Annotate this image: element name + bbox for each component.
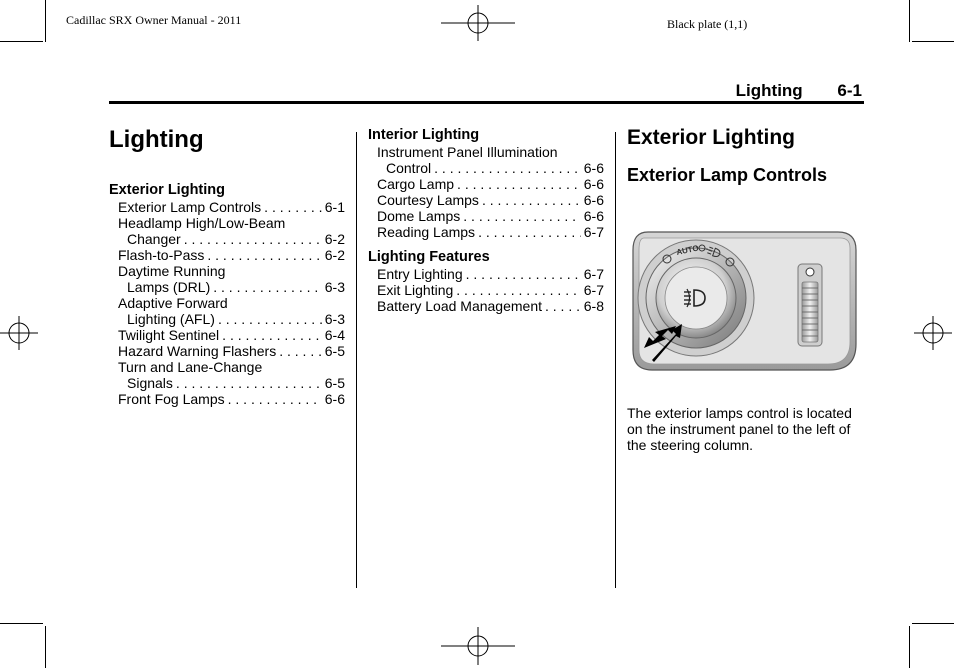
registration-target-icon: [441, 5, 515, 41]
toc-leader-dots: [207, 247, 321, 263]
toc-entry-page: 6-6: [583, 160, 604, 176]
toc-list-features: [377, 266, 604, 314]
toc-entry[interactable]: [377, 208, 604, 224]
toc-entry-title: Dome Lamps: [377, 208, 461, 224]
section-body: The exterior lamps control is located on the instrument panel to the left of the steering column.: [627, 405, 852, 453]
running-head-title: Lighting: [735, 81, 803, 100]
toc-leader-dots: [279, 343, 322, 359]
toc-heading-interior: Interior Lighting: [368, 127, 480, 143]
toc-entry-page: 6-3: [324, 279, 345, 295]
chapter-title: Lighting: [109, 126, 204, 153]
toc-entry-title: Lighting (AFL): [127, 311, 215, 327]
toc-entry-line: Instrument Panel Illumination: [377, 144, 558, 160]
toc-entry-page: 6-6: [324, 391, 345, 407]
dome-lamp-icon: [806, 268, 814, 276]
toc-entry-title: Changer: [127, 231, 181, 247]
toc-entry-title: Battery Load Management: [377, 298, 542, 314]
toc-entry-line: Adaptive Forward: [118, 295, 228, 311]
toc-entry-page: 6-5: [324, 343, 345, 359]
toc-leader-dots: [434, 160, 581, 176]
toc-entry[interactable]: [118, 375, 345, 391]
crop-mark-icon: [912, 623, 954, 624]
toc-entry[interactable]: [118, 311, 345, 327]
toc-entry-page: 6-7: [583, 282, 604, 298]
toc-entry-title: Exit Lighting: [377, 282, 454, 298]
toc-entry-page: 6-8: [583, 298, 604, 314]
toc-leader-dots: [218, 311, 322, 327]
toc-entry-title: Reading Lamps: [377, 224, 476, 240]
toc-leader-dots: [457, 176, 581, 192]
toc-entry[interactable]: [118, 279, 345, 295]
crop-mark-icon: [909, 0, 910, 42]
registration-target-icon: [0, 316, 38, 350]
toc-list-interior: [377, 144, 604, 240]
toc-entry[interactable]: [118, 231, 345, 247]
toc-entry[interactable]: [377, 192, 604, 208]
toc-heading-exterior: Exterior Lighting: [109, 182, 225, 198]
running-head-page: 6-1: [837, 81, 862, 100]
toc-entry[interactable]: [377, 160, 604, 176]
toc-entry-title: Flash-to-Pass: [118, 247, 205, 263]
crop-mark-icon: [45, 626, 46, 668]
section-title: Exterior Lighting: [627, 126, 795, 149]
toc-entry-page: 6-2: [324, 247, 345, 263]
registration-target-icon: [914, 316, 952, 350]
slug-right: Black plate (1,1): [667, 17, 748, 31]
toc-entry-line: Headlamp High/Low-Beam: [118, 215, 286, 231]
toc-entry-title: Lamps (DRL): [127, 279, 211, 295]
toc-leader-dots: [545, 298, 581, 314]
toc-entry-page: 6-6: [583, 192, 604, 208]
toc-entry[interactable]: [377, 266, 604, 282]
toc-entry-page: 6-7: [583, 224, 604, 240]
toc-entry-line: Turn and Lane-Change: [118, 359, 263, 375]
toc-entry[interactable]: [118, 343, 345, 359]
toc-entry-title: Control: [386, 160, 432, 176]
toc-entry-line: Daytime Running: [118, 263, 226, 279]
toc-entry[interactable]: [118, 247, 345, 263]
slug-left: Cadillac SRX Owner Manual - 2011: [66, 13, 242, 27]
toc-leader-dots: [184, 231, 322, 247]
toc-leader-dots: [456, 282, 580, 298]
header-rule: [109, 101, 864, 104]
toc-leader-dots: [228, 391, 322, 407]
toc-entry-title: Entry Lighting: [377, 266, 463, 282]
toc-entry-title: Courtesy Lamps: [377, 192, 479, 208]
toc-entry-page: 6-5: [324, 375, 345, 391]
exterior-lamp-control-figure: [630, 226, 860, 373]
crop-mark-icon: [912, 41, 954, 42]
toc-entry-page: 6-3: [324, 311, 345, 327]
running-head: [736, 81, 862, 101]
toc-entry-title: Hazard Warning Flashers: [118, 343, 277, 359]
toc-entry-page: 6-7: [583, 266, 604, 282]
toc-entry-title: Exterior Lamp Controls: [118, 199, 262, 215]
toc-leader-dots: [176, 375, 322, 391]
crop-mark-icon: [0, 41, 43, 42]
registration-target-icon: [441, 627, 515, 665]
toc-entry-page: 6-6: [583, 176, 604, 192]
crop-mark-icon: [909, 626, 910, 668]
toc-list-exterior: [118, 199, 345, 407]
toc-entry[interactable]: [377, 176, 604, 192]
toc-entry-page: 6-1: [324, 199, 345, 215]
column-divider: [615, 132, 616, 588]
toc-leader-dots: [463, 208, 581, 224]
toc-leader-dots: [213, 279, 322, 295]
toc-entry-title: Twilight Sentinel: [118, 327, 220, 343]
toc-leader-dots: [222, 327, 322, 343]
toc-entry-title: Cargo Lamp: [377, 176, 455, 192]
figure-auto-label: AUTO: [675, 243, 700, 257]
section-subtitle: Exterior Lamp Controls: [627, 165, 828, 185]
toc-entry[interactable]: [118, 327, 345, 343]
toc-entry-page: 6-2: [324, 231, 345, 247]
toc-entry[interactable]: [377, 282, 604, 298]
toc-heading-features: Lighting Features: [368, 249, 490, 265]
toc-entry[interactable]: [118, 391, 345, 407]
toc-entry[interactable]: [118, 199, 345, 215]
toc-leader-dots: [482, 192, 581, 208]
crop-mark-icon: [0, 623, 43, 624]
toc-entry-title: Signals: [127, 375, 173, 391]
crop-mark-icon: [45, 0, 46, 42]
column-divider: [356, 132, 357, 588]
toc-entry[interactable]: [377, 298, 604, 314]
toc-entry-title: Front Fog Lamps: [118, 391, 225, 407]
toc-entry-page: 6-6: [583, 208, 604, 224]
toc-leader-dots: [264, 199, 322, 215]
toc-leader-dots: [466, 266, 581, 282]
toc-entry-page: 6-4: [324, 327, 345, 343]
toc-leader-dots: [478, 224, 581, 240]
toc-entry[interactable]: [377, 224, 604, 240]
